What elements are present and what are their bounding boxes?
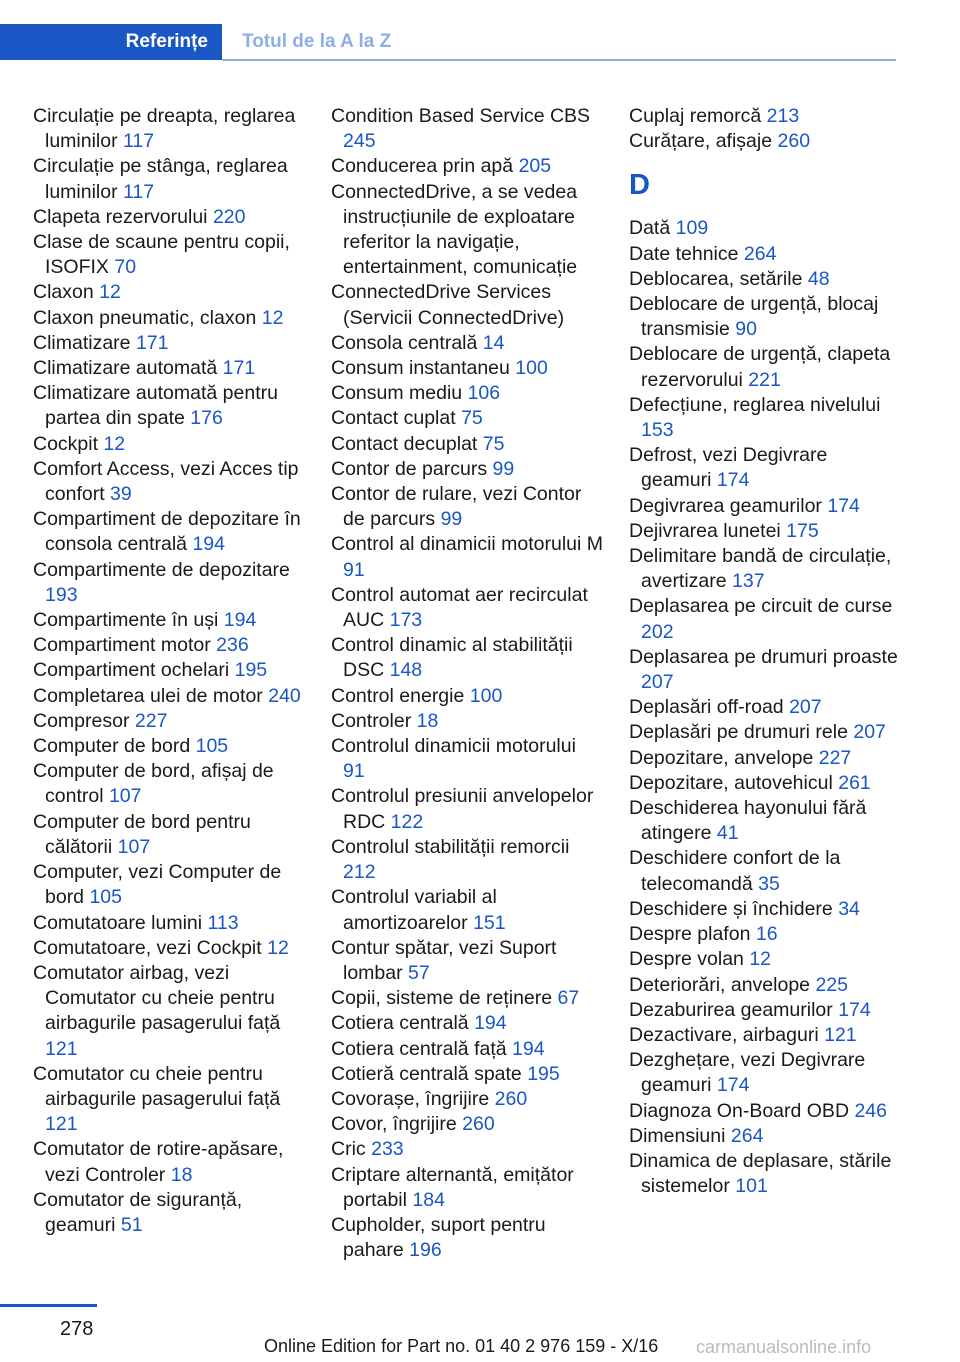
index-column-1	[33, 104, 305, 1238]
index-term: Contor de rulare, vezi Contor de parcurs	[331, 483, 582, 531]
index-term: Comfort Access, vezi Acces tip confort	[33, 457, 299, 506]
index-entry	[331, 154, 603, 179]
index-entry	[331, 280, 603, 330]
index-term: Controler	[331, 709, 412, 732]
index-entry	[331, 885, 603, 935]
index-entry	[33, 457, 305, 507]
page-reference-link[interactable]: 12	[99, 281, 121, 304]
index-entry	[33, 331, 305, 356]
index-entry	[33, 633, 305, 658]
index-entry	[629, 393, 901, 443]
page-reference-link[interactable]: 202	[641, 620, 674, 643]
page-reference-link[interactable]: 174	[716, 469, 750, 492]
index-term: Control automat aer recirculat AUC	[331, 583, 588, 632]
index-term: Cotieră centrală spate	[331, 1062, 522, 1085]
index-term: Dezghețare, vezi Degivrare geamuri	[629, 1049, 866, 1097]
index-entry	[331, 356, 603, 381]
page-reference-link[interactable]: 70	[114, 256, 137, 279]
index-entry	[331, 1062, 603, 1087]
page-reference-link[interactable]: 174	[827, 494, 860, 517]
index-term: Depozitare, autovehicul	[629, 771, 833, 794]
index-term: Delimitare bandă de circulație, avertizare	[629, 545, 892, 593]
index-term: Cuplaj remorcă	[629, 105, 762, 127]
page-reference-link[interactable]: 75	[461, 407, 483, 430]
index-entry	[33, 306, 305, 331]
index-term: Completarea ulei de motor	[33, 684, 263, 707]
index-term: Condition Based Service CBS	[331, 105, 591, 127]
page-reference-link[interactable]: 57	[408, 961, 430, 984]
page-number: 278	[60, 1318, 94, 1340]
index-entry	[33, 280, 305, 305]
page-reference-link[interactable]: 12	[749, 948, 772, 971]
index-term: Dezaburirea geamurilor	[629, 998, 833, 1021]
index-entry	[629, 519, 901, 544]
index-term: Despre plafon	[629, 923, 751, 946]
page-reference-link[interactable]: 117	[123, 180, 155, 203]
index-term: Computer de bord pentru călătorii	[33, 810, 251, 858]
page-reference-link[interactable]: 194	[474, 1012, 507, 1035]
index-term: Defecțiune, reglarea nivelului	[629, 393, 881, 416]
index-term: ConnectedDrive, a se vedea instrucțiunile de exploatare referitor la navigație, entertainment, comunicație	[331, 180, 578, 279]
index-term: Deplasarea pe circuit de curse	[629, 595, 893, 618]
index-entry	[33, 936, 305, 961]
page-reference-link[interactable]: 121	[45, 1037, 78, 1060]
index-entry	[33, 154, 305, 204]
index-term: Cupholder, suport pentru pahare	[331, 1213, 546, 1262]
index-entry	[33, 1062, 305, 1138]
index-entry	[33, 860, 305, 910]
page-reference-link[interactable]: 173	[389, 609, 423, 632]
index-entry	[33, 1137, 305, 1187]
index-term: Deteriorări, anvelope	[629, 973, 811, 996]
index-entry	[331, 1163, 603, 1213]
watermark: carmanualsonline.info	[696, 1337, 872, 1357]
index-term: Computer de bord	[33, 735, 191, 758]
index-term: Comutatoare lumini	[33, 911, 203, 934]
index-term: Circulație pe stânga, reglarea luminilor	[33, 155, 288, 203]
page-reference-link[interactable]: 99	[492, 457, 515, 480]
page-reference-link[interactable]: 205	[518, 155, 552, 178]
index-entry	[629, 973, 901, 998]
page-reference-link[interactable]: 90	[735, 318, 757, 341]
index-term: Comutator de rotire-apăsare, vezi Controler	[33, 1138, 284, 1186]
page-reference-link[interactable]: 194	[223, 609, 257, 632]
index-term: Compartiment motor	[33, 634, 211, 657]
index-term: Claxon	[33, 281, 94, 304]
index-term: Contor de parcurs	[331, 457, 488, 480]
page-reference-link[interactable]: 207	[641, 671, 674, 694]
index-term: Deplasări pe drumuri rele	[629, 721, 848, 744]
page-reference-link[interactable]: 264	[730, 1124, 764, 1147]
index-term: Deplasări off-road	[629, 696, 784, 719]
index-entry	[629, 897, 901, 922]
page-reference-link[interactable]: 175	[786, 519, 819, 542]
page-reference-link[interactable]: 264	[743, 242, 777, 265]
index-entry	[33, 381, 305, 431]
index-entry	[629, 544, 901, 594]
index-entry	[629, 129, 901, 154]
page-reference-link[interactable]: 151	[473, 911, 506, 934]
page-reference-link[interactable]: 113	[207, 911, 239, 934]
index-entry	[331, 583, 603, 633]
index-entry	[629, 1099, 901, 1124]
index-term: Criptare alternantă, emițător portabil	[331, 1163, 574, 1211]
index-term: Covorașe, îngrijire	[331, 1087, 490, 1110]
index-term: Deblocare de urgență, clapeta rezervorului	[629, 343, 891, 391]
index-term: Deschiderea hayonului fără atingere	[629, 797, 867, 845]
page-reference-link[interactable]: 194	[512, 1037, 545, 1060]
index-entry	[331, 180, 603, 281]
index-term: Deschidere confort de la telecomandă	[629, 847, 841, 895]
page-reference-link[interactable]: 91	[343, 558, 365, 581]
page-reference-link[interactable]: 225	[815, 973, 848, 996]
index-term: Defrost, vezi Degivrare geamuri	[629, 444, 828, 492]
index-entry	[331, 784, 603, 834]
page-reference-link[interactable]: 107	[117, 835, 151, 858]
page-reference-link[interactable]: 196	[409, 1239, 442, 1262]
page-reference-link[interactable]: 41	[716, 822, 739, 845]
index-entry	[33, 1188, 305, 1238]
index-entry	[629, 846, 901, 896]
page-reference-link[interactable]: 148	[389, 659, 423, 682]
index-term: Diagnoza On-Board OBD	[629, 1099, 850, 1122]
index-term: Claxon pneumatic, claxon	[33, 306, 257, 329]
page-reference-link[interactable]: 106	[467, 382, 501, 405]
page-reference-link[interactable]: 153	[641, 419, 674, 442]
page-reference-link[interactable]: 100	[515, 357, 548, 380]
page-reference-link[interactable]: 176	[190, 407, 223, 430]
index-entry	[33, 734, 305, 759]
page-reference-link[interactable]: 91	[343, 760, 365, 783]
index-term: Comutator airbag, vezi Comutator cu cheie pentru airbagurile pasagerului față	[33, 961, 281, 1035]
index-entry	[331, 331, 603, 356]
index-entry	[33, 961, 305, 1062]
index-term: Computer, vezi Computer de bord	[33, 861, 282, 909]
index-entry	[331, 1011, 603, 1036]
index-entry	[33, 558, 305, 608]
index-entry	[33, 356, 305, 381]
index-term: Curățare, afișaje	[629, 130, 773, 153]
page-reference-link[interactable]: 16	[755, 923, 778, 946]
page-reference-link[interactable]: 260	[462, 1113, 495, 1136]
page-reference-link[interactable]: 220	[212, 205, 246, 228]
index-term: Cotiera centrală	[331, 1012, 469, 1035]
page-reference-link[interactable]: 261	[838, 771, 871, 794]
page-reference-link[interactable]: 246	[854, 1099, 887, 1122]
index-term: Compartiment ochelari	[33, 659, 230, 682]
page-reference-link[interactable]: 109	[675, 217, 709, 240]
index-term: Climatizare	[33, 331, 131, 354]
page-reference-link[interactable]: 245	[343, 130, 376, 153]
index-entry	[331, 1112, 603, 1137]
page-reference-link[interactable]: 101	[735, 1175, 768, 1198]
index-term: Computer de bord, afișaj de control	[33, 760, 274, 808]
index-entry	[629, 104, 901, 129]
page-reference-link[interactable]: 122	[390, 810, 424, 833]
index-entry	[33, 684, 305, 709]
footer-rule	[0, 1304, 97, 1307]
index-entry	[331, 532, 603, 582]
index-entry	[629, 594, 901, 644]
index-term: Copii, sisteme de reținere	[331, 987, 553, 1010]
index-entry	[629, 1048, 901, 1098]
index-entry	[331, 936, 603, 986]
page-reference-link[interactable]: 12	[267, 936, 289, 959]
index-term: Control al dinamicii motorului M	[331, 533, 604, 556]
index-term: Control energie	[331, 684, 465, 707]
page-reference-link[interactable]: 99	[440, 508, 463, 531]
page-reference-link[interactable]: 117	[123, 130, 155, 153]
index-term: Dejivrarea lunetei	[629, 519, 781, 542]
index-entry	[331, 381, 603, 406]
page-reference-link[interactable]: 121	[824, 1023, 857, 1046]
page-reference-link[interactable]: 12	[103, 432, 126, 455]
index-term: Deblocarea, setările	[629, 267, 803, 290]
index-term: Deplasarea pe drumuri proaste	[629, 645, 898, 668]
index-entry	[33, 230, 305, 280]
page-reference-link[interactable]: 227	[818, 746, 852, 769]
page-reference-link[interactable]: 75	[482, 432, 505, 455]
index-term: Control dinamic al stabilității DSC	[331, 634, 573, 682]
index-entry	[629, 746, 901, 771]
index-entry	[629, 494, 901, 519]
tab-references[interactable]	[0, 24, 222, 60]
section-letter: D	[629, 169, 650, 202]
index-entry	[331, 734, 603, 784]
index-term: Controlul variabil al amortizoarelor	[331, 886, 497, 934]
index-entry	[629, 1124, 901, 1149]
page-reference-link[interactable]: 260	[494, 1087, 528, 1110]
index-entry	[331, 432, 603, 457]
index-term: Climatizare automată	[33, 357, 218, 380]
index-term: Dată	[629, 217, 671, 240]
page-reference-link[interactable]: 39	[110, 483, 132, 506]
page-reference-link[interactable]: 105	[195, 735, 229, 758]
page-reference-link[interactable]: 18	[416, 709, 439, 732]
page-reference-link[interactable]: 194	[192, 533, 225, 556]
index-entry	[629, 1149, 901, 1199]
page-reference-link[interactable]: 51	[120, 1213, 143, 1236]
index-term: Controlul presiunii anvelopelor RDC	[331, 785, 594, 833]
page-reference-link[interactable]: 137	[732, 570, 765, 593]
page-reference-link[interactable]: 107	[108, 785, 142, 808]
page-reference-link[interactable]: 212	[343, 861, 376, 884]
index-entry	[33, 432, 305, 457]
index-entry	[331, 1037, 603, 1062]
index-term: Contur spătar, vezi Suport lombar	[331, 936, 557, 984]
index-entry	[331, 986, 603, 1011]
index-term: Compartimente în uși	[33, 609, 219, 632]
page-reference-link[interactable]: 35	[758, 872, 780, 895]
index-entry	[629, 645, 901, 695]
page-reference-link[interactable]: 18	[170, 1163, 193, 1186]
index-entry	[33, 709, 305, 734]
index-term: Despre volan	[629, 948, 744, 971]
index-column-2	[331, 104, 603, 1263]
page-reference-link[interactable]: 14	[482, 331, 505, 354]
page-reference-link[interactable]: 121	[45, 1113, 78, 1136]
page-reference-link[interactable]: 193	[45, 583, 78, 606]
index-term: ConnectedDrive Services (Servicii ConnectedDrive)	[331, 281, 565, 329]
index-entry	[629, 947, 901, 972]
index-term: Conducerea prin apă	[331, 155, 514, 178]
index-term: Cockpit	[33, 432, 99, 455]
index-term: Consola centrală	[331, 331, 478, 354]
page-reference-link[interactable]: 174	[716, 1074, 750, 1097]
index-entry	[331, 1213, 603, 1263]
index-entry	[331, 457, 603, 482]
index-term: Circulație pe dreapta, reglarea luminilor	[33, 105, 296, 153]
index-term: Dimensiuni	[629, 1124, 726, 1147]
page-reference-link[interactable]: 260	[777, 130, 811, 153]
index-term: Contact cuplat	[331, 407, 456, 430]
index-term: Dezactivare, airbaguri	[629, 1023, 819, 1046]
index-term: Cric	[331, 1138, 366, 1161]
index-term: Contact decuplat	[331, 432, 478, 455]
index-term: Compartimente de depozitare	[33, 558, 290, 581]
index-entry	[331, 684, 603, 709]
index-entry	[629, 292, 901, 342]
page-reference-link[interactable]: 195	[234, 659, 268, 682]
header-bar	[0, 24, 896, 62]
index-entry	[629, 342, 901, 392]
index-term: Dinamica de deplasare, stările sistemelor	[629, 1149, 892, 1198]
index-term: Degivrarea geamurilor	[629, 494, 822, 517]
index-entry	[629, 216, 901, 241]
index-entry	[33, 507, 305, 557]
index-entry	[331, 709, 603, 734]
index-entry	[629, 922, 901, 947]
index-term: Date tehnice	[629, 242, 739, 265]
index-entry	[33, 810, 305, 860]
index-entry	[629, 695, 901, 720]
index-term: Depozitare, anvelope	[629, 746, 814, 769]
edition-note: Online Edition for Part no. 01 40 2 976 159 - X/16	[264, 1336, 659, 1356]
tab-references-label: Referințe	[125, 31, 208, 52]
index-entry	[33, 759, 305, 809]
page-reference-link[interactable]: 227	[134, 709, 168, 732]
index-entry	[33, 608, 305, 633]
page-reference-link[interactable]: 213	[766, 105, 800, 127]
index-entry	[629, 720, 901, 745]
index-term: Comutator cu cheie pentru airbagurile pasagerului față	[33, 1062, 281, 1110]
index-term: Covor, îngrijire	[331, 1113, 457, 1136]
index-term: Consum instantaneu	[331, 357, 510, 380]
index-entry	[331, 104, 603, 154]
page-reference-link[interactable]: 195	[527, 1062, 560, 1085]
page-reference-link[interactable]: 184	[412, 1188, 445, 1211]
index-term: Compresor	[33, 709, 130, 732]
index-term: Clase de scaune pentru copii, ISOFIX	[33, 231, 290, 279]
page-reference-link[interactable]: 221	[748, 368, 781, 391]
index-term: Deschidere și închidere	[629, 897, 833, 920]
index-entry	[331, 406, 603, 431]
tab-a-to-z-label: Totul de la A la Z	[242, 31, 392, 52]
index-term: Deblocare de urgență, blocaj transmisie	[629, 293, 879, 341]
page-reference-link[interactable]: 48	[807, 267, 830, 290]
index-term: Controlul stabilității remorcii	[331, 835, 570, 858]
index-entry	[331, 835, 603, 885]
page-reference-link[interactable]: 236	[216, 634, 249, 657]
index-entry	[331, 1087, 603, 1112]
index-entry	[629, 1023, 901, 1048]
index-term: Clapeta rezervorului	[33, 205, 208, 228]
index-entry	[33, 911, 305, 936]
index-term: Compartiment de depozitare în consola centrală	[33, 508, 301, 556]
index-term: Controlul dinamicii motorului	[331, 735, 576, 758]
index-entry	[629, 998, 901, 1023]
index-entry	[33, 205, 305, 230]
index-entry	[629, 771, 901, 796]
header-rule	[222, 59, 896, 61]
index-term: Consum mediu	[331, 382, 463, 405]
page-reference-link[interactable]: 105	[89, 886, 122, 909]
page-reference-link[interactable]: 67	[557, 987, 580, 1010]
page-reference-link[interactable]: 174	[838, 998, 871, 1021]
index-entry	[331, 633, 603, 683]
page-reference-link[interactable]: 207	[789, 696, 822, 719]
index-entry	[629, 242, 901, 267]
index-entry	[331, 482, 603, 532]
index-entry	[629, 267, 901, 292]
index-column-3	[629, 104, 901, 1199]
index-term: Comutatoare, vezi Cockpit	[33, 936, 262, 959]
index-entry	[33, 658, 305, 683]
index-entry	[629, 443, 901, 493]
tab-a-to-z[interactable]	[242, 24, 391, 60]
index-entry	[629, 796, 901, 846]
page-reference-link[interactable]: 100	[469, 684, 503, 707]
index-term: Cotiera centrală față	[331, 1037, 507, 1060]
page-reference-link[interactable]: 233	[371, 1138, 404, 1161]
index-term: Climatizare automată pentru partea din spate	[33, 382, 278, 430]
page-reference-link[interactable]: 171	[135, 331, 169, 354]
page-reference-link[interactable]: 12	[261, 306, 284, 329]
page-reference-link[interactable]: 240	[268, 684, 301, 707]
page-reference-link[interactable]: 34	[838, 897, 860, 920]
index-entry	[33, 104, 305, 154]
page-reference-link[interactable]: 207	[853, 721, 886, 744]
page-reference-link[interactable]: 171	[222, 357, 256, 380]
index-term: Comutator de siguranță, geamuri	[33, 1188, 243, 1236]
index-entry	[331, 1137, 603, 1162]
